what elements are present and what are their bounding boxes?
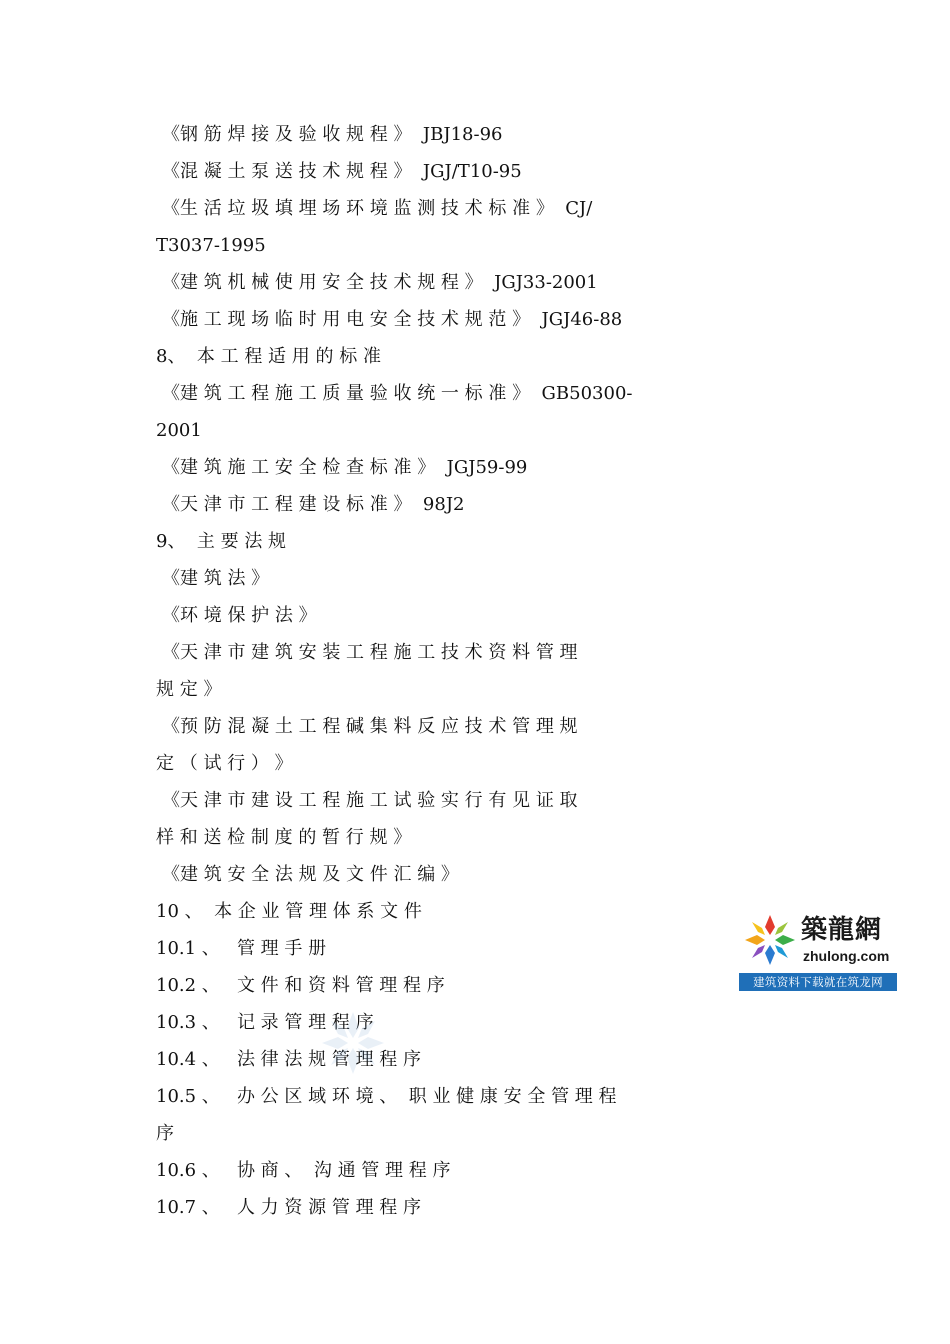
subsection-line: 10.4 、 法 律 法 规 管 理 程 序 (156, 1049, 422, 1070)
logo-slogan: 建筑资料下载就在筑龙网 (739, 973, 897, 991)
subsection-line: 10.1 、 管 理 手 册 (156, 938, 327, 959)
text-line: 规 定 》 (156, 679, 222, 700)
text-line: 《天 津 市 建 筑 安 装 工 程 施 工 技 术 资 料 管 理 (162, 642, 578, 663)
text-line: 《生 活 垃 圾 填 埋 场 环 境 监 测 技 术 标 准 》 CJ/ (162, 198, 593, 219)
text-line: 《建 筑 施 工 安 全 检 查 标 准 》 JGJ59-99 (162, 457, 528, 478)
text-line: 《混 凝 土 泵 送 技 术 规 程 》 JGJ/T10-95 (162, 161, 522, 182)
subsection-line: 10.7 、 人 力 资 源 管 理 程 序 (156, 1197, 422, 1218)
text-line: 《天 津 市 建 设 工 程 施 工 试 验 实 行 有 见 证 取 (162, 790, 578, 811)
text-line: 《建 筑 安 全 法 规 及 文 件 汇 编 》 (162, 864, 459, 885)
logo-domain: zhulong.com (803, 948, 890, 964)
text-line: 定 （ 试 行 ） 》 (156, 753, 293, 774)
section-heading: 9、 主 要 法 规 (156, 531, 287, 552)
text-line: 《施 工 现 场 临 时 用 电 安 全 技 术 规 范 》 JGJ46-88 (162, 309, 623, 330)
text-line: T3037-1995 (156, 235, 266, 256)
text-line: 《建 筑 工 程 施 工 质 量 验 收 统 一 标 准 》 GB50300- (162, 383, 633, 404)
logo-chinese-name: 築龍網 (801, 915, 883, 945)
text-line: 《建 筑 机 械 使 用 安 全 技 术 规 程 》 JGJ33-2001 (162, 272, 598, 293)
text-line: 《建 筑 法 》 (162, 568, 270, 589)
snowflake-logo-icon (743, 913, 797, 967)
logo-header (739, 911, 897, 971)
text-line: 《环 境 保 护 法 》 (162, 605, 317, 626)
zhulong-logo (739, 911, 897, 991)
subsection-line: 10.2 、 文 件 和 资 料 管 理 程 序 (156, 975, 445, 996)
section-heading: 8、 本 工 程 适 用 的 标 准 (156, 346, 381, 367)
subsection-line: 序 (156, 1123, 174, 1144)
text-line: 2001 (156, 420, 202, 441)
text-line: 《钢 筋 焊 接 及 验 收 规 程 》 JBJ18-96 (162, 124, 503, 145)
text-line: 《预 防 混 凝 土 工 程 碱 集 料 反 应 技 术 管 理 规 (162, 716, 578, 737)
section-heading: 10 、 本 企 业 管 理 体 系 文 件 (156, 901, 422, 922)
text-line: 《天 津 市 工 程 建 设 标 准 》 98J2 (162, 494, 465, 515)
text-line: 样 和 送 检 制 度 的 暂 行 规 》 (156, 827, 412, 848)
subsection-line: 10.3 、 记 录 管 理 程 序 (156, 1012, 374, 1033)
background-watermark-icon (318, 1008, 388, 1078)
subsection-line: 10.6 、 协 商 、 沟 通 管 理 程 序 (156, 1160, 451, 1181)
subsection-line: 10.5 、 办 公 区 域 环 境 、 职 业 健 康 安 全 管 理 程 (156, 1086, 617, 1107)
